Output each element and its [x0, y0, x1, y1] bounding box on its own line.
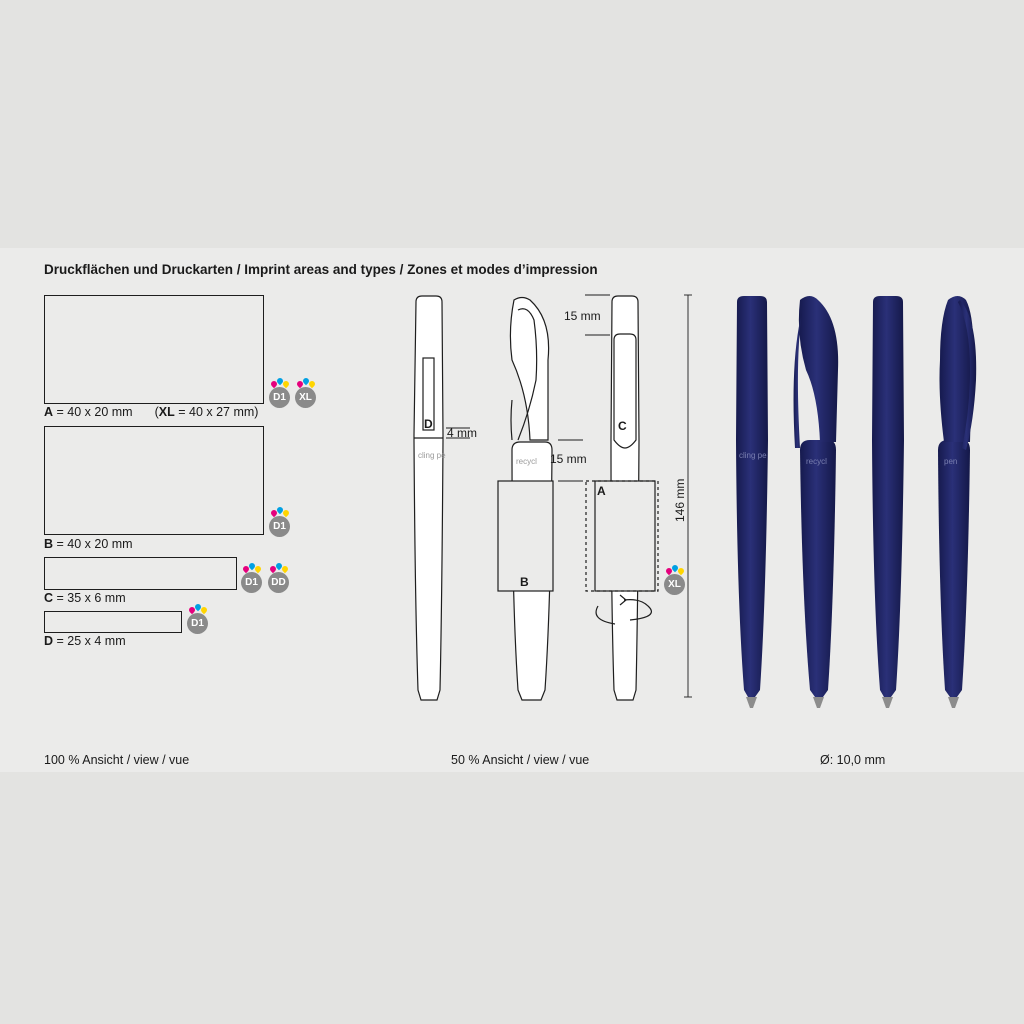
badge-d1-icon: D1: [241, 572, 262, 593]
caption-diameter: Ø: 10,0 mm: [820, 753, 886, 767]
imprint-logo-text: recycl: [516, 457, 537, 466]
pen-front-view: [736, 296, 768, 708]
pen-clip-view: [872, 296, 904, 708]
badge-dd-icon: DD: [268, 572, 289, 593]
drawing-label-c: C: [618, 419, 627, 433]
dim-15mm-top: 15 mm: [564, 309, 601, 323]
dim-146mm: 146 mm: [673, 478, 687, 522]
dim-15mm-mid: 15 mm: [550, 452, 587, 466]
badge-d1-icon: D1: [187, 613, 208, 634]
badge-xl-icon: XL: [664, 574, 685, 595]
dim-4mm: 4 mm: [447, 426, 477, 440]
badge-d1-icon: D1: [269, 387, 290, 408]
badge-xl-icon: XL: [295, 387, 316, 408]
pen-back-view: [938, 296, 976, 708]
imprint-area-b-label: B = 40 x 20 mm: [44, 537, 133, 551]
caption-50-view: 50 % Ansicht / view / vue: [451, 753, 590, 767]
pen-imprint-text: pen: [944, 457, 958, 466]
caption-100-view: 100 % Ansicht / view / vue: [44, 753, 190, 767]
imprint-area-a-label: A = 40 x 20 mm (XL = 40 x 27 mm): [44, 405, 259, 419]
badge-d1-icon: D1: [269, 516, 290, 537]
drawing-label-d: D: [424, 417, 433, 431]
pen-imprint-text: recycl: [806, 457, 827, 466]
imprint-area-c-label: C = 35 x 6 mm: [44, 591, 126, 605]
pen-imprint-text: cling pe: [739, 451, 767, 460]
pen-side-view: [794, 296, 839, 708]
drawing-label-b: B: [520, 575, 529, 589]
imprint-logo-text: cling pe: [418, 451, 446, 460]
drawing-label-a: A: [597, 484, 606, 498]
page-title: Druckflächen und Druckarten / Imprint areas and types / Zones et modes d’impression: [44, 262, 598, 277]
imprint-area-d-label: D = 25 x 4 mm: [44, 634, 126, 648]
